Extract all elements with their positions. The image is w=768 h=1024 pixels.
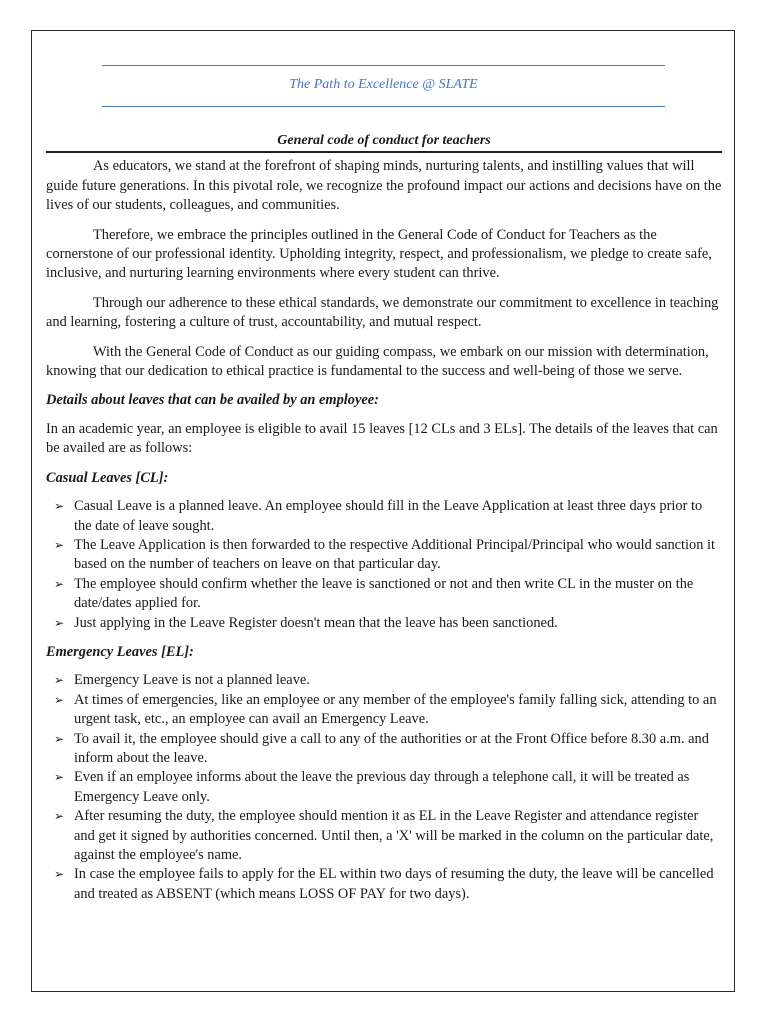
list-item-text: The employee should confirm whether the leave is sanctioned or not and then write CL in the muster on the date/dates applied for.	[74, 575, 694, 612]
intro-paragraph: Therefore, we embrace the principles outlined in the General Code of Conduct for Teachers as the cornerstone of our professional identity. Upholding integrity, respect, and professionalism, we pledge to create safe, inclusive, and nurturing learning environments where every student can thrive.	[46, 226, 712, 282]
list-item-text: Even if an employee informs about the leave the previous day through a telephone call, it will be treated as Emergency Leave only.	[74, 769, 690, 805]
list-item	[46, 865, 722, 904]
arrowhead-bullet-icon: ➢	[54, 615, 65, 630]
emergency-leaves-list	[46, 671, 722, 904]
arrowhead-bullet-icon: ➢	[54, 576, 65, 591]
arrowhead-bullet-icon: ➢	[54, 867, 65, 882]
arrowhead-bullet-icon: ➢	[54, 692, 65, 707]
list-item-text: After resuming the duty, the employee should mention it as EL in the Leave Register and attendance register and get it signed by authorities concerned. Until then, a 'X' will be marked in the column on the particular date, against the employee's name.	[74, 808, 714, 863]
list-item	[46, 614, 722, 633]
list-item-text: To avail it, the employee should give a call to any of the authorities or at the Front Office before 8.30 a.m. and inform about the leave.	[74, 730, 709, 766]
intro-paragraph: Through our adherence to these ethical standards, we demonstrate our commitment to excellence in teaching and learning, fostering a culture of trust, accountability, and mutual respect.	[46, 294, 719, 331]
list-item-text: The Leave Application is then forwarded to the respective Additional Principal/Principal who would sanction it based on the number of teachers on leave on that particular day.	[74, 536, 716, 573]
leaves-intro: In an academic year, an employee is eligible to avail 15 leaves [12 CLs and 3 ELs]. The details of the leaves that can be availed are as follows:	[46, 420, 718, 457]
list-item	[46, 575, 722, 614]
list-item	[46, 730, 722, 769]
list-item-text: In case the employee fails to apply for the EL within two days of resuming the duty, the leave will be cancelled and treated as ABSENT (which means LOSS OF PAY for two days).	[74, 866, 714, 902]
intro-paragraph: With the General Code of Conduct as our guiding compass, we embark on our mission with determination, knowing that our dedication to ethical practice is fundamental to the success and well-being of those we serve.	[46, 343, 709, 380]
list-item-text: At times of emergencies, like an employee or any member of the employee's family falling sick, attending to an urgent task, etc., an employee can avail an Emergency Leave.	[74, 691, 717, 728]
arrowhead-bullet-icon: ➢	[54, 770, 65, 785]
header-title: The Path to Excellence @ SLATE	[289, 77, 478, 92]
arrowhead-bullet-icon: ➢	[54, 499, 65, 514]
list-item	[46, 691, 722, 730]
list-item-text: Emergency Leave is not a planned leave.	[74, 672, 310, 689]
arrowhead-bullet-icon: ➢	[54, 731, 65, 746]
list-item	[46, 671, 722, 690]
arrowhead-bullet-icon: ➢	[54, 537, 65, 552]
casual-leaves-list	[46, 497, 722, 633]
emergency-leaves-heading: Emergency Leaves [EL]:	[46, 643, 194, 660]
intro-paragraph: As educators, we stand at the forefront of shaping minds, nurturing talents, and instilling values that will guide future generations. In this pivotal role, we recognize the profound impact our actions and decisions have on the lives of our students, colleagues, and communities.	[46, 158, 722, 214]
list-item-text: Casual Leave is a planned leave. An employee should fill in the Leave Application at least three days prior to the date of leave sought.	[74, 498, 703, 534]
list-item-text: Just applying in the Leave Register doesn't mean that the leave has been sanctioned.	[74, 614, 558, 631]
header-rule-bottom	[102, 106, 665, 107]
document-body	[46, 131, 722, 914]
leaves-heading: Details about leaves that can be availed by an employee:	[46, 392, 379, 409]
document-title: General code of conduct for teachers	[46, 131, 722, 153]
list-item	[46, 536, 722, 575]
header-rule-top	[102, 65, 665, 66]
list-item	[46, 768, 722, 807]
list-item	[46, 807, 722, 865]
arrowhead-bullet-icon: ➢	[54, 809, 65, 824]
list-item	[46, 497, 722, 536]
casual-leaves-heading: Casual Leaves [CL]:	[46, 469, 169, 486]
arrowhead-bullet-icon: ➢	[54, 673, 65, 688]
